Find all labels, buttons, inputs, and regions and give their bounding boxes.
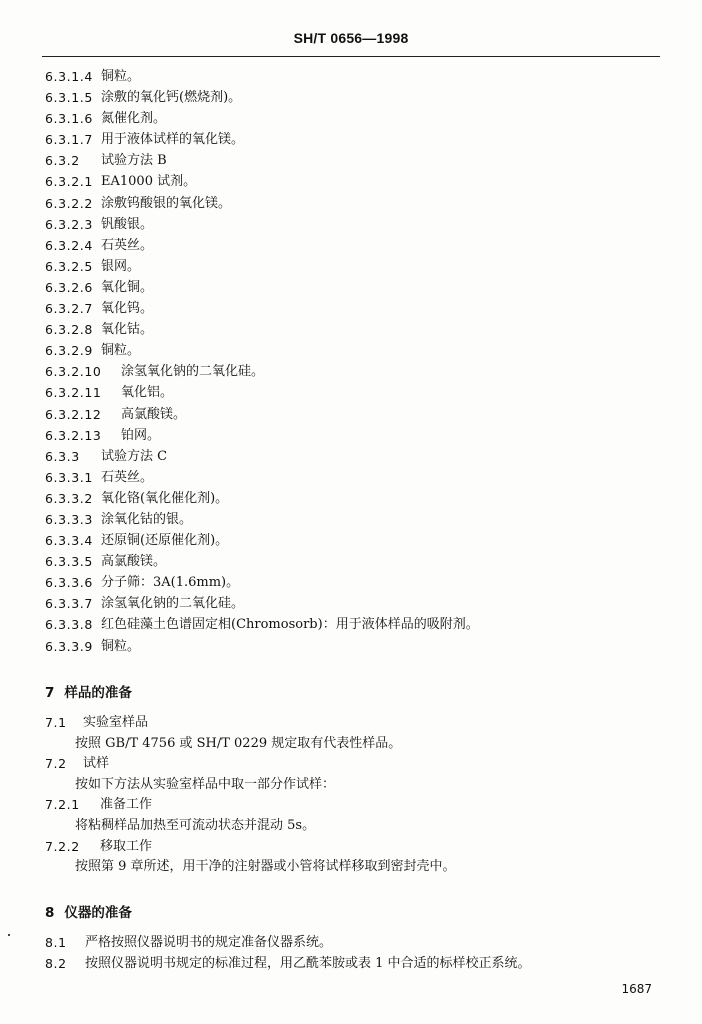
clause-text: 石英丝。 bbox=[101, 237, 154, 253]
clause-number: 6.3.3.9 bbox=[45, 638, 93, 654]
clause-text: 氧化铝。 bbox=[121, 385, 174, 401]
clause-text: 石英丝。 bbox=[101, 469, 154, 485]
clause-number: 6.3.2.5 bbox=[45, 258, 93, 274]
clause-row bbox=[45, 446, 665, 467]
clause-row bbox=[45, 256, 665, 277]
clause-number: 6.3.2.13 bbox=[45, 427, 102, 443]
clause-number: 6.3.3.6 bbox=[45, 575, 93, 591]
clause-row bbox=[45, 636, 665, 657]
clause-7-2-heading bbox=[45, 754, 665, 775]
clause-number: 6.3.3.3 bbox=[45, 511, 93, 527]
clause-row bbox=[45, 572, 665, 593]
clause-text: 试验方法 C bbox=[101, 448, 168, 464]
clause-row bbox=[45, 171, 665, 192]
clause-row bbox=[45, 425, 665, 446]
clause-7-1-title: 实验室样品 bbox=[83, 715, 149, 730]
clause-number: 6.3.1.7 bbox=[45, 132, 93, 148]
clause-text: 氮催化剂。 bbox=[101, 111, 167, 127]
clause-text: 还原铜(还原催化剂)。 bbox=[101, 533, 229, 549]
clause-text: 用于液体试样的氧化镁。 bbox=[101, 132, 245, 148]
clause-text: 涂敷的氧化钙(燃烧剂)。 bbox=[101, 90, 242, 106]
clause-text: 钒酸银。 bbox=[101, 216, 154, 232]
clause-number: 6.3.3.1 bbox=[45, 469, 93, 485]
clause-7-2-2-title: 移取工作 bbox=[100, 838, 153, 854]
clause-number: 6.3.1.5 bbox=[45, 90, 93, 106]
clause-row bbox=[45, 129, 665, 150]
clause-number: 6.3.2.1 bbox=[45, 174, 93, 190]
clause-row bbox=[45, 404, 665, 425]
clause-text: 试验方法 B bbox=[101, 153, 167, 169]
clause-text: 高氯酸镁。 bbox=[121, 406, 187, 422]
clause-row bbox=[45, 214, 665, 235]
clause-7-2-number: 7.2 bbox=[45, 756, 67, 772]
clause-number: 6.3.2.3 bbox=[45, 216, 93, 232]
clause-7-2-body: 按如下方法从实验室样品中取一部分作试样： bbox=[75, 776, 336, 792]
clause-text: 铜粒。 bbox=[101, 69, 141, 84]
clause-6-3-list bbox=[45, 66, 665, 657]
clause-row bbox=[45, 614, 665, 635]
clause-7-1-body: 按照 GB/T 4756 或 SH/T 0229 规定取有代表性样品。 bbox=[75, 735, 402, 751]
standard-code-header: SH/T 0656—1998 bbox=[293, 30, 409, 46]
page-number: 1687 bbox=[621, 982, 652, 996]
clause-text: 氧化钨。 bbox=[101, 301, 154, 317]
clause-text: 铂网。 bbox=[121, 427, 161, 443]
clause-7-1-heading bbox=[45, 713, 665, 734]
clause-text: 涂氢氧化钠的二氧化硅。 bbox=[121, 364, 265, 380]
section-7-title: 样品的准备 bbox=[64, 685, 132, 701]
clause-8-2 bbox=[45, 954, 665, 975]
clause-text: 涂氢氧化钠的二氧化硅。 bbox=[101, 596, 245, 612]
clause-text: 铜粒。 bbox=[101, 638, 141, 654]
clause-7-2-2-heading bbox=[45, 837, 665, 858]
clause-number: 6.3.1.6 bbox=[45, 111, 93, 127]
clause-text: 涂氧化钴的银。 bbox=[101, 511, 193, 527]
section-8-number: 8 bbox=[45, 905, 55, 921]
clause-row bbox=[45, 361, 665, 382]
clause-row bbox=[45, 193, 665, 214]
clause-8-1-number: 8.1 bbox=[45, 935, 67, 950]
header-rule bbox=[42, 56, 660, 57]
clause-number: 6.3.2.4 bbox=[45, 237, 93, 253]
clause-number: 6.3.2.2 bbox=[45, 195, 93, 211]
clause-row bbox=[45, 509, 665, 530]
clause-row bbox=[45, 150, 665, 171]
clause-7-2-1-title: 准备工作 bbox=[100, 797, 153, 813]
clause-row bbox=[45, 530, 665, 551]
clause-number: 6.3.1.4 bbox=[45, 69, 93, 84]
clause-text: 氧化铜。 bbox=[101, 279, 154, 295]
clause-number: 6.3.3.2 bbox=[45, 490, 93, 506]
clause-row bbox=[45, 277, 665, 298]
clause-row bbox=[45, 108, 665, 129]
clause-number: 6.3.2.10 bbox=[45, 364, 102, 380]
clause-text: 高氯酸镁。 bbox=[101, 554, 167, 570]
section-8-body bbox=[45, 933, 665, 974]
clause-text: 氧化钴。 bbox=[101, 322, 154, 338]
clause-number: 6.3.3.4 bbox=[45, 533, 93, 549]
clause-row bbox=[45, 488, 665, 509]
clause-number: 6.3.3 bbox=[45, 448, 80, 464]
clause-row bbox=[45, 87, 665, 108]
clause-number: 6.3.2.6 bbox=[45, 279, 93, 295]
clause-row bbox=[45, 467, 665, 488]
clause-row bbox=[45, 298, 665, 319]
clause-text: EA1000 试剂。 bbox=[101, 174, 197, 190]
clause-number: 6.3.2.8 bbox=[45, 322, 93, 338]
clause-text: 银网。 bbox=[101, 258, 141, 274]
clause-8-1-text: 严格按照仪器说明书的规定准备仪器系统。 bbox=[85, 935, 333, 950]
clause-number: 6.3.2.7 bbox=[45, 301, 93, 317]
clause-8-2-number: 8.2 bbox=[45, 955, 67, 971]
clause-7-2-1-number: 7.2.1 bbox=[45, 797, 80, 813]
clause-number: 6.3.3.8 bbox=[45, 617, 93, 633]
clause-row bbox=[45, 593, 665, 614]
clause-row bbox=[45, 382, 665, 403]
clause-row bbox=[45, 319, 665, 340]
section-7-body bbox=[45, 713, 665, 878]
clause-text: 涂敷钨酸银的氧化镁。 bbox=[101, 195, 232, 211]
clause-7-2-title: 试样 bbox=[83, 756, 110, 772]
scan-speck bbox=[8, 934, 10, 936]
clause-number: 6.3.2.9 bbox=[45, 343, 93, 359]
clause-7-2-1-heading bbox=[45, 795, 665, 816]
clause-text: 分子筛：3A(1.6mm)。 bbox=[101, 575, 240, 591]
clause-7-2-2-body: 按照第 9 章所述，用干净的注射器或小管将试样移取到密封壳中。 bbox=[75, 859, 456, 875]
clause-row bbox=[45, 66, 665, 87]
clause-number: 6.3.2 bbox=[45, 153, 80, 169]
clause-number: 6.3.2.12 bbox=[45, 406, 102, 422]
clause-row bbox=[45, 551, 665, 572]
clause-7-1-number: 7.1 bbox=[45, 715, 67, 730]
clause-number: 6.3.3.5 bbox=[45, 554, 93, 570]
section-8-title: 仪器的准备 bbox=[64, 905, 132, 921]
clause-text: 氧化铬(氧化催化剂)。 bbox=[101, 490, 229, 506]
clause-row bbox=[45, 235, 665, 256]
clause-8-2-text: 按照仪器说明书规定的标准过程，用乙酰苯胺或表 1 中合适的标样校正系统。 bbox=[85, 955, 531, 971]
clause-text: 铜粒。 bbox=[101, 343, 141, 359]
section-7-number: 7 bbox=[45, 685, 55, 701]
clause-number: 6.3.3.7 bbox=[45, 596, 93, 612]
clause-row bbox=[45, 340, 665, 361]
clause-7-2-2-number: 7.2.2 bbox=[45, 838, 80, 854]
section-7-heading bbox=[45, 681, 132, 701]
clause-7-2-1-body: 将粘稠样品加热至可流动状态并混动 5s。 bbox=[75, 817, 316, 833]
clause-text: 红色硅藻土色谱固定相(Chromosorb)：用于液体样品的吸附剂。 bbox=[101, 617, 479, 633]
clause-number: 6.3.2.11 bbox=[45, 385, 102, 401]
section-8-heading bbox=[45, 901, 132, 921]
clause-8-1 bbox=[45, 933, 665, 954]
